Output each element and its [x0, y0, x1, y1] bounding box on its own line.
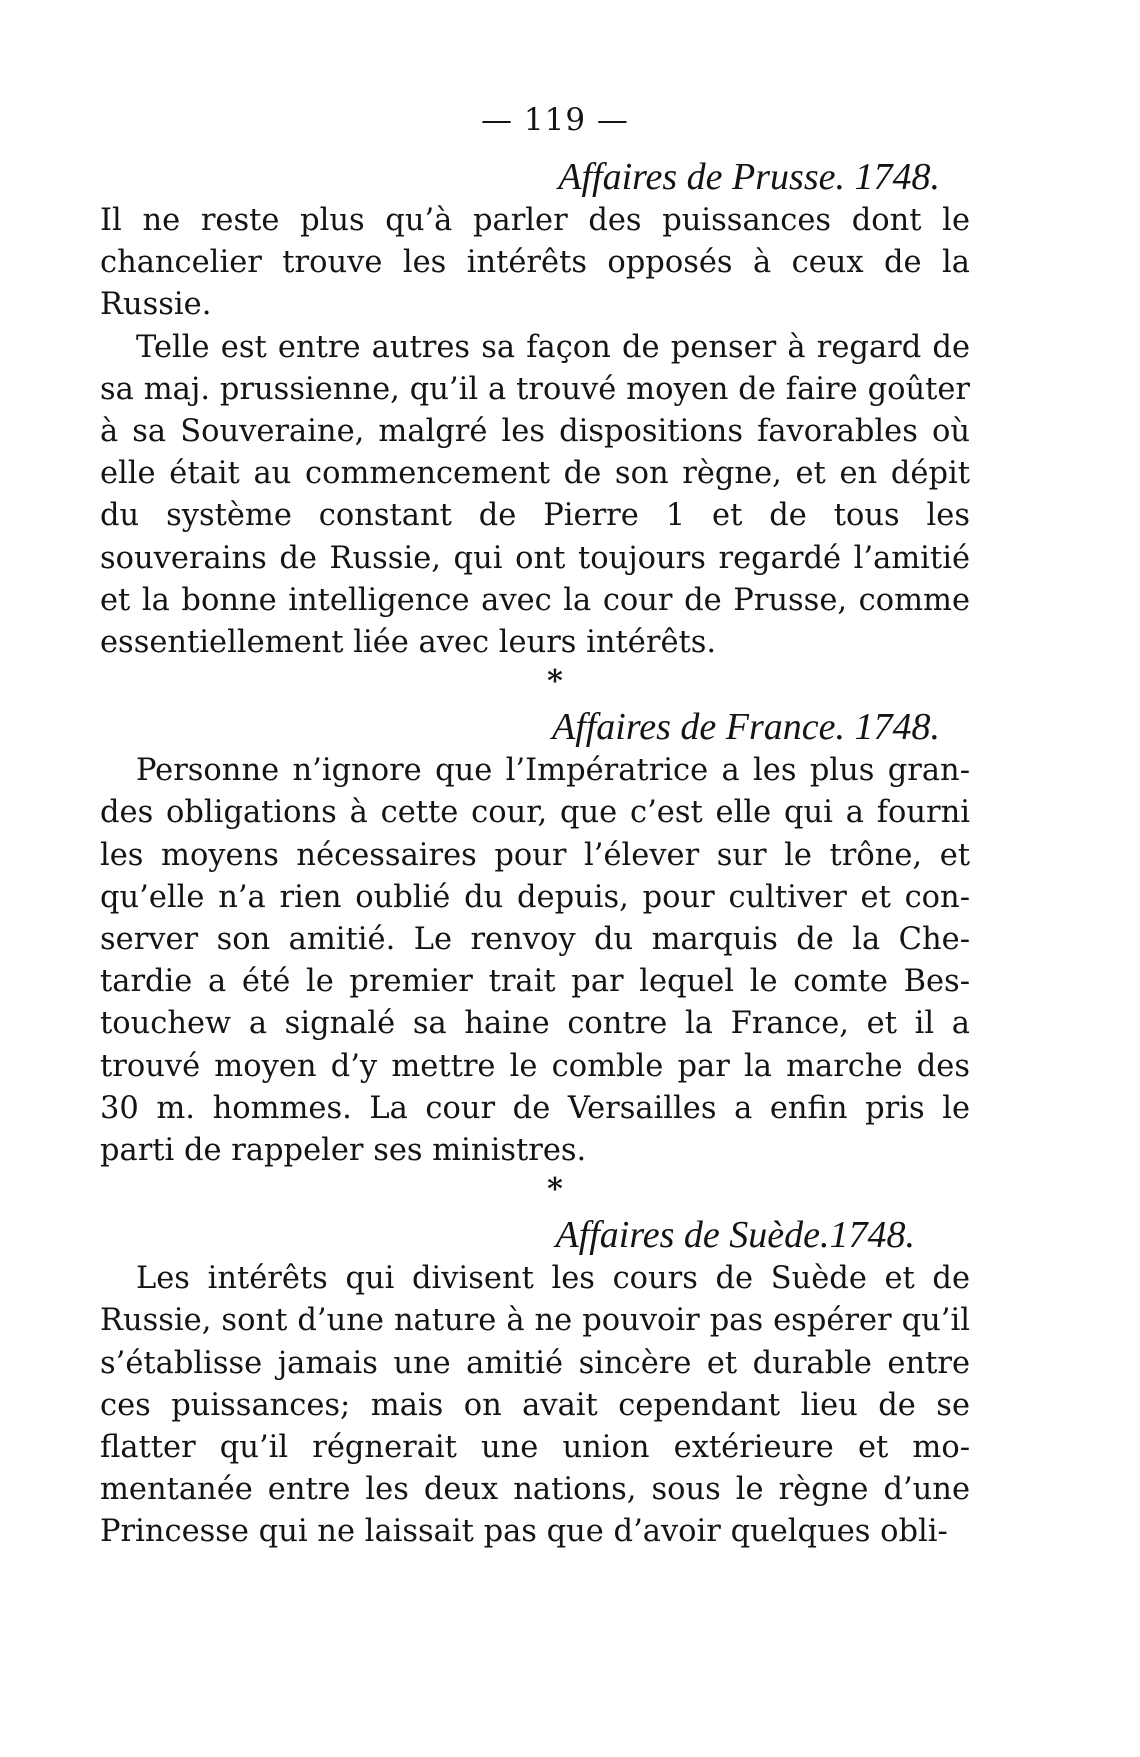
text-column: [100, 98, 970, 1554]
section-separator: *: [547, 664, 563, 700]
page-number: — 119 —: [481, 102, 629, 138]
section-heading-prusse: Affaires de Prusse. 1748.: [558, 156, 940, 198]
section-heading-suede: Affaires de Suède.1748.: [555, 1214, 915, 1257]
paragraph-prusse-2: Telle est entre autres sa façon de penser à regard de sa maj. prussienne, qu’il a trouvé moyen de faire goûter à sa Souveraine, malgré les dispositions favorables où elle était au commencement de son règne, et en dépit du système constant de Pierre 1 et de tous les souverains de Russie, qui ont toujours regardé l’amitié et la bonne intelligence avec la cour de Prusse, comme essentiellement liée avec leurs intérêts.: [100, 329, 970, 661]
section-separator: *: [547, 1172, 563, 1208]
paragraph-suede-1: Les intérêts qui divisent les cours de Suède et de Russie, sont d’une nature à ne pouvoir pas espérer qu’il s’établisse jamais une amitié sincère et durable entre ces puissances; mais on avait cependant lieu de se flatter qu’il régnerait une union extérieure et momentanée entre les deux nations, sous le règne d’une Princesse qui ne laissait pas que d’avoir quelques obli-: [100, 1261, 970, 1550]
section-heading-france: Affaires de France. 1748.: [551, 706, 940, 749]
paragraph-prusse-1: Il ne reste plus qu’à parler des puissances dont le chancelier trouve les intérêts opposés à ceux de la Russie.: [100, 203, 970, 323]
paragraph-france-1: Personne n’ignore que l’Impératrice a les plus grandes obligations à cette cour, que c’est elle qui a fourni les moyens nécessaires pour l’élever sur le trône, et qu’elle n’a rien oublié du depuis, pour cultiver et conserver son amitié. Le renvoy du marquis de la Chetardie a été le premier trait par lequel le comte Bestouchew a signalé sa haine contre la France, et il a trouvé moyen d’y mettre le comble par la marche des 30 m. hommes. La cour de Versailles a enfin pris le parti de rappeler ses ministres.: [100, 753, 970, 1169]
